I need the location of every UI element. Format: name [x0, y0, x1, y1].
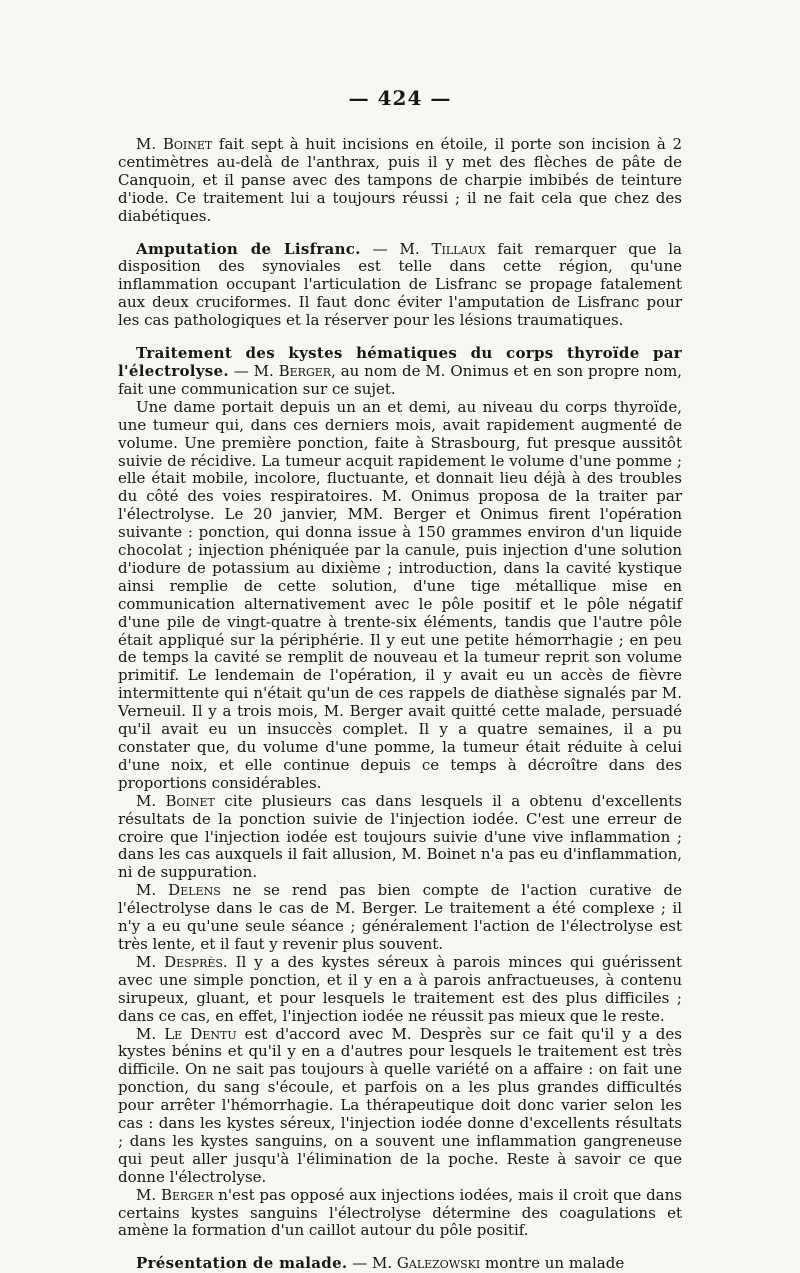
author-name: Boinet — [165, 791, 215, 810]
case-paragraph: Une dame portait depuis un an et demi, au niveau du corps thyroïde, une tumeur qui, dans ces derniers mois, avait rapidement augmenté de volume. Une première ponction, faite à Strasbourg, fut presque aussitôt suivie de récidive. La tumeur acquit rapidement le volume d'une pomme ; elle était mobile, incolore, fluctuante, et donnait lieu déjà à des troubles du côté des voies respiratoires. M. Onimus proposa de la traiter par l'électrolyse. Le 20 janvier, MM. Berger et Onimus firent l'opération suivante : ponction, qui donna issue à 150 grammes environ d'un liquide chocolat ; injection phéniquée par la canule, puis injection d'une solution d'iodure de potassium au dixième ; introduction, dans la cavité kystique ainsi remplie de cette solution, d'une tige métallique mise en communication alternativement avec le pôle positif et le pôle négatif d'une pile de vingt-quatre à trente-six éléments, tandis que l'autre pôle était appliqué sur la périphérie. Il y eut une petite hémorrhagie ; en peu de temps la cavité se remplit de nouveau et la tumeur reprit son volume primitif. Le lendemain de l'opération, il y avait eu un accès de fièvre intermittente qui n'était qu'un de ces rappels de diathèse signalés par M. Verneuil. Il y a trois mois, M. Berger avait quitté cette malade, persuadé qu'il avait eu un insuccès complet. Il y a quatre semaines, il a pu constater que, du volume d'une pomme, la tumeur était réduite à celui d'une noix, et elle continue depuis ce temps à décroître dans des proportions considérables. — [118, 397, 682, 792]
discussion-boinet: M. Boinet cite plusieurs cas dans lesquels il a obtenu d'excellents résultats de la ponction suivie de l'injection iodée. C'est une erreur de croire que l'injection iodée est toujours suivie d'une vive inflammation ; dans les cas auxquels il fait allusion, M. Boinet n'a pas eu d'inflammation, ni de suppuration. — [118, 791, 682, 882]
section-heading: Présentation de malade. — [136, 1254, 348, 1273]
paragraph-text: ne se rend pas bien compte de l'action curative de l'électrolyse dans le cas de M. Berger. Le traitement a été complexe ; il n'y a eu qu'une seule séance ; généralement l'action de l'électrolyse est très lente, et il faut y revenir plus souvent. — [118, 881, 682, 953]
discussion-le-dentu: M. Le Dentu est d'accord avec M. Desprès sur ce fait qu'il y a des kystes bénins et qu'il y en a d'autres pour lesquels le traitement est très difficile. On ne sait pas toujours à quelle variété on a affaire : on fait une ponction, du sang s'écoule, et parfois on a les plus grandes difficultés pour arrêter l'hémorrhagie. La thérapeutique doit donc varier selon les cas : dans les kystes séreux, l'injection iodée donne d'excellents résultats ; dans les kystes sanguins, on a souvent une inflammation gangreneuse qui peut aller jusqu'à l'élimination de la poche. Reste à savoir ce que donne l'électrolyse. — [118, 1024, 682, 1186]
section-kystes: Traitement des kystes hématiques du corps thyroïde par l'électrolyse. — M. Berger, au nom de M. Onimus et en son propre nom, fait une communication sur ce sujet. — [118, 344, 682, 398]
discussion-despres: M. Desprès. Il y a des kystes séreux à parois minces qui guérissent avec une simple ponction, et il y en a à parois anfractueuses, à contenu sirupeux, gluant, et pour lesquels le traitement est des plus difficiles ; dans ce cas, en effet, l'injection iodée ne réussit pas mieux que le reste. — [118, 952, 682, 1025]
section-amputation: Amputation de Lisfranc. — M. Tillaux fait remarquer que la disposition des synoviales est telle dans cette région, qu'une inflammation occupant l'articulation de Lisfranc se propage fatalement aux deux cruciformes. Il faut donc éviter l'amputation de Lisfranc pour les cas pathologiques et la réserver pour les lésions traumatiques. — [118, 239, 682, 330]
section-presentation: Présentation de malade. — M. Galezowski montre un malade — [136, 1254, 625, 1273]
section-heading: Amputation de Lisfranc. — [136, 239, 361, 258]
discussion-berger: M. Berger n'est pas opposé aux injections iodées, mais il croit que dans certains kystes sanguins l'électrolyse détermine des coagulations et amène la formation d'un caillot autour du pôle positif. — [118, 1185, 682, 1240]
author-name: Berger — [160, 1185, 214, 1204]
author-name: Galezowski — [396, 1254, 481, 1273]
section-heading: Traitement des kystes hématiques du corps thyroïde par l'électrolyse. — [118, 344, 682, 380]
paragraph-text: fait sept à huit incisions en étoile, il porte son incision à 2 centimètres au-delà de l'anthrax, puis il y met des flèches de pâte de Canquoin, et il panse avec des tampons de charpie imbibés de teinture d'iode. Ce traitement lui a toujours réussi ; il ne fait cela que chez des diabétiques. — [118, 135, 682, 225]
paragraph-text: montre un malade — [480, 1254, 625, 1273]
paragraph-text: n'est pas opposé aux injections iodées, mais il croit que dans certains kystes sanguins l'électrolyse détermine des coagulations et amène la formation d'un caillot autour du pôle positif. — [118, 1185, 682, 1240]
paragraph-text: , au nom de M. Onimus et en son propre nom, fait une communication sur ce sujet. — [118, 361, 682, 398]
page-number: — 424 — — [348, 86, 452, 110]
author-name: Berger — [278, 361, 332, 380]
author-name: Desprès — [164, 952, 223, 971]
paragraph-text: . Il y a des kystes séreux à parois minces qui guérissent avec une simple ponction, et il y en a à parois anfractueuses, à contenu sirupeux, gluant, et pour lesquels le traitement est des plus difficiles ; dans ce cas, en effet, l'injection iodée ne réussit pas mieux que le reste. — [118, 952, 682, 1025]
author-name: Boinet — [162, 135, 213, 153]
intro-paragraph: M. Boinet fait sept à huit incisions en étoile, il porte son incision à 2 centimètres au-delà de l'anthrax, puis il y met des flèches de pâte de Canquoin, et il panse avec des tampons de charpie imbibés de teinture d'iode. Ce traitement lui a toujours réussi ; il ne fait cela que chez des diabétiques. — [118, 135, 682, 225]
paragraph-text: est d'accord avec M. Desprès sur ce fait qu'il y a des kystes bénins et qu'il y en a d'autres pour lesquels le traitement est très difficile. On ne sait pas toujours à quelle variété on a affaire : on fait une ponction, du sang s'écoule, et parfois on a les plus grandes difficultés pour arrêter l'hémorrhagie. La thérapeutique doit donc varier selon les cas : dans les kystes séreux, l'injection iodée donne d'excellents résultats ; dans les kystes sanguins, on a souvent une inflammation gangreneuse qui peut aller jusqu'à l'élimination de la poche. Reste à savoir ce que donne l'électrolyse. — [118, 1024, 682, 1186]
discussion-delens: M. Delens ne se rend pas bien compte de l'action curative de l'électrolyse dans le cas de M. Berger. Le traitement a été complexe ; il n'y a eu qu'une seule séance ; généralement l'action de l'électrolyse est très lente, et il faut y revenir plus souvent. — [118, 881, 682, 953]
author-name: Delens — [168, 881, 221, 900]
author-name: Le Dentu — [164, 1024, 237, 1043]
author-name: Tillaux — [431, 239, 486, 258]
paragraph-text: fait remarquer que la disposition des synoviales est telle dans cette région, qu'une inflammation occupant l'articulation de Lisfranc se propage fatalement aux deux cruciformes. Il faut donc éviter l'amputation de Lisfranc pour les cas pathologiques et la réserver pour les lésions traumatiques. — [118, 239, 682, 330]
paragraph-text: cite plusieurs cas dans lesquels il a obtenu d'excellents résultats de la ponction suivie de l'injection iodée. C'est une erreur de croire que l'injection iodée est toujours suivie d'une vive inflammation ; dans les cas auxquels il fait allusion, M. Boinet n'a pas eu d'inflammation, ni de suppuration. — [118, 791, 682, 882]
